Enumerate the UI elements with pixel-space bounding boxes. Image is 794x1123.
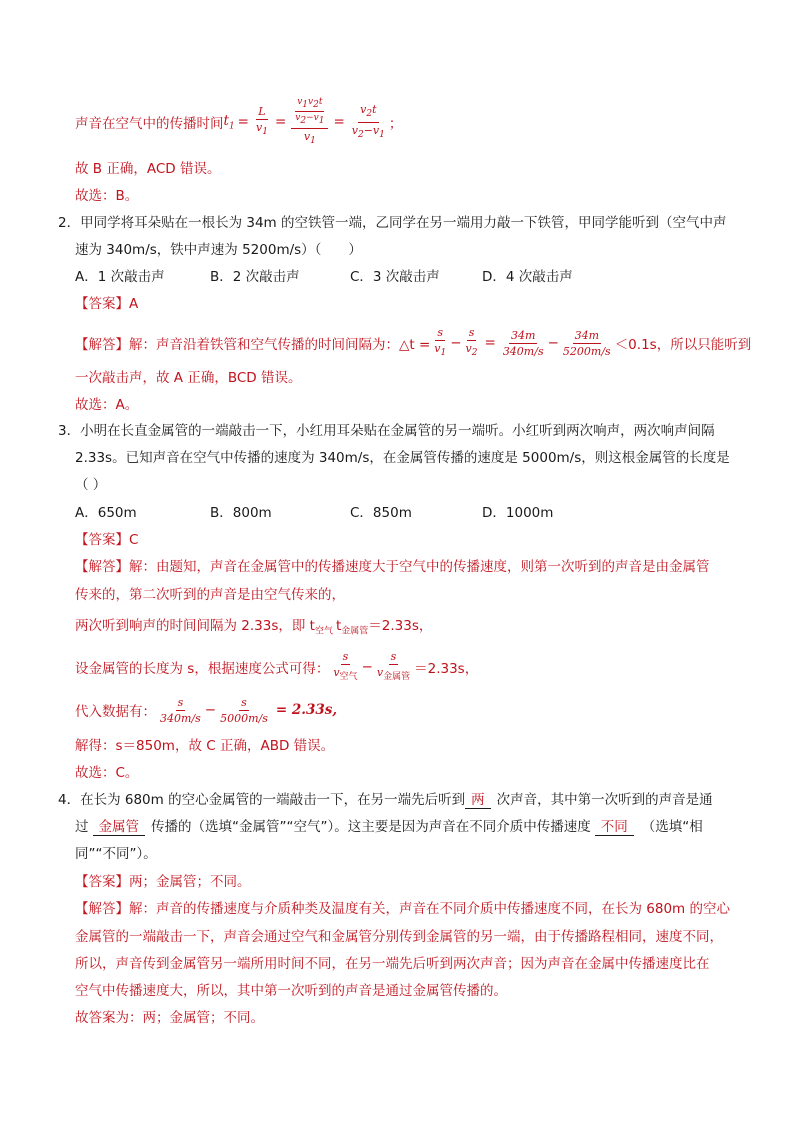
q3-stem-line2: 2.33s。已知声音在空气中传播的速度为 340m/s，在金属管传播的速度是 5000m/s，则这根金属管的长度是: [75, 450, 730, 466]
q2-stem-line2: 速为 340m/s，铁中声速为 5200m/s）（ ）: [75, 242, 362, 258]
q4-blank-3: 不同: [595, 819, 634, 836]
q1-eq-t1: $t_1$: [223, 112, 235, 132]
q1-eq-equals-3: =: [333, 114, 345, 130]
q4-stem-line3: 同”“不同”）。: [75, 846, 157, 862]
q4-analysis-text1: 解：声音的传播速度与介质种类及温度有关，声音在不同介质中传播速度不同，在长为 680m 的空心: [129, 901, 730, 917]
q3-t2: t: [335, 618, 342, 634]
q1-eq-equals-2: =: [274, 114, 287, 130]
q2-frac-34-340: $\frac{34m}{340m/s}$: [502, 328, 544, 358]
q3-frac-s-vtube: $\frac{s}{v_{金属管}}$: [376, 650, 411, 683]
q2-minus: −: [450, 335, 462, 351]
q1-eq-prefix: 声音在空气中的传播时间: [75, 116, 224, 132]
q4-answer: 【答案】两；金属管；不同。: [75, 874, 251, 890]
q3-formula-minus: −: [361, 659, 373, 675]
q4-s1-pre: 4．在长为 680m 的空心金属管的一端敲击一下，在另一端先后听到: [58, 792, 466, 808]
q3-substitute-line: [75, 690, 337, 730]
q3-interval-line: [75, 616, 432, 642]
q3-interval-post: ＝2.33s，: [368, 618, 433, 634]
q1-frac-L-v1: $\frac{L}{v_1}$: [255, 105, 268, 138]
q3-sub-air: 空气: [314, 626, 333, 637]
q3-choice: 故选：C。: [75, 765, 139, 781]
q3-analysis-tag: 【解答】: [75, 559, 129, 575]
q2-analysis-line1: [75, 323, 751, 363]
q2-frac-s-v2: $\frac{s}{v_2}$: [465, 326, 478, 359]
q4-final-answer: 故答案为：两；金属管；不同。: [75, 1010, 264, 1026]
q4-s2-post: （选填“相: [641, 819, 703, 835]
q3-frac-s-340: $\frac{s}{340m/s}$: [160, 695, 201, 725]
q2-choice: 故选：A。: [75, 397, 139, 413]
q4-s2-mid: 传播的（选填“金属管”“空气”）。这主要是因为声音在不同介质中传播速度: [151, 819, 591, 835]
q3-analysis-line2: 传来的，第二次听到的声音是由空气传来的，: [75, 587, 345, 603]
q4-s1-post: 次声音，其中第一次听到的声音是通: [496, 792, 713, 808]
q1-frac-result: $\frac{v_2t}{v_2-v_1}$: [351, 103, 385, 140]
q2-equals: =: [484, 335, 496, 351]
q3-sub-minus: −: [204, 702, 217, 718]
q3-option-d: D．1000m: [482, 505, 554, 521]
q2-option-d: D．4 次敲击声: [482, 269, 573, 285]
q2-option-c: C．3 次敲击声: [350, 269, 440, 285]
q4-analysis-line1: [75, 899, 730, 919]
q3-option-a: A．650m: [75, 505, 137, 521]
q3-frac-s-vair: $\frac{s}{v_{空气}}$: [333, 650, 358, 683]
q4-stem-line2: [75, 817, 703, 837]
q4-s2-pre: 过: [75, 819, 89, 835]
q4-blank-1: 两: [465, 792, 491, 809]
q3-stem-line3: （ ）: [75, 477, 107, 493]
q3-frac-s-5000: $\frac{s}{5000m/s}$: [220, 695, 268, 725]
q1-conclusion: 故 B 正确，ACD 错误。: [75, 161, 221, 177]
q4-analysis-line3: 所以，声音传到金属管另一端所用时间不同，在另一端先后听到两次声音；因为声音在金属中传播速度比在: [75, 956, 710, 972]
q3-formula-eq: ＝2.33s，: [414, 661, 479, 677]
q2-lt: ＜0.1s，所以只能听到: [614, 337, 752, 353]
q1-equation: [75, 93, 402, 151]
q2-frac-s-v1: $\frac{s}{v_1}$: [434, 326, 447, 359]
q2-analysis-tag: 【解答】: [75, 337, 129, 353]
q3-sub-eq: = 2.33s,: [275, 702, 338, 718]
q3-option-b: B．800m: [210, 505, 272, 521]
q3-sub-pre: 代入数据有：: [75, 704, 156, 720]
q4-analysis-tag: 【解答】: [75, 901, 129, 917]
q3-stem-line1: 3．小明在长直金属管的一端敲击一下，小红用耳朵贴在金属管的另一端听。小红听到两次响声，两次响声间隔: [58, 423, 715, 439]
q3-answer: 【答案】C: [75, 532, 139, 548]
q3-solve: 解得：s＝850m，故 C 正确，ABD 错误。: [75, 738, 335, 754]
q2-minus-2: −: [547, 335, 559, 351]
q3-option-c: C．850m: [350, 505, 412, 521]
q1-frac-nested: $\frac{\frac{v_1v_2t}{v_2-v_1}}{v_1}$: [291, 98, 328, 147]
q2-frac-34-5200: $\frac{34m}{5200m/s}$: [562, 328, 611, 358]
q3-interval-pre: 两次听到响声的时间间隔为 2.33s，即 t: [75, 618, 315, 634]
q1-eq-semicolon: ；: [388, 116, 403, 132]
q4-blank-2: 金属管: [93, 819, 146, 836]
q2-stem-line1: 2．甲同学将耳朵贴在一根长为 34m 的空铁管一端，乙同学在另一端用力敲一下铁管，甲同学能听到（空气中声: [58, 215, 727, 231]
q2-option-b: B．2 次敲击声: [210, 269, 300, 285]
q4-stem-line1: [58, 790, 713, 810]
q3-formula-pre: 设金属管的长度为 s，根据速度公式可得：: [75, 661, 330, 677]
q4-analysis-line2: 金属管的一端敲击一下，声音会通过空气和金属管分别传到金属管的另一端，由于传播路程相同，速度不同，: [75, 929, 723, 945]
q1-choice: 故选：B。: [75, 188, 139, 204]
q3-analysis-text1: 解：由题知，声音在金属管中的传播速度大于空气中的传播速度，则第一次听到的声音是由金属管: [129, 559, 710, 575]
q1-eq-equals: =: [237, 114, 249, 130]
q2-option-a: A．1 次敲击声: [75, 269, 165, 285]
q3-formula-line: [75, 647, 478, 687]
q3-analysis-line1: [75, 557, 710, 577]
q2-answer: 【答案】A: [75, 296, 139, 312]
q3-sub-tube: 金属管: [341, 626, 369, 637]
q2-analysis-line2: 一次敲击声，故 A 正确，BCD 错误。: [75, 370, 302, 386]
q2-analysis-pre: 解：声音沿着铁管和空气传播的时间间隔为：△t =: [129, 337, 431, 353]
q4-analysis-line4: 空气中传播速度大，所以，其中第一次听到的声音是通过金属管传播的。: [75, 983, 507, 999]
